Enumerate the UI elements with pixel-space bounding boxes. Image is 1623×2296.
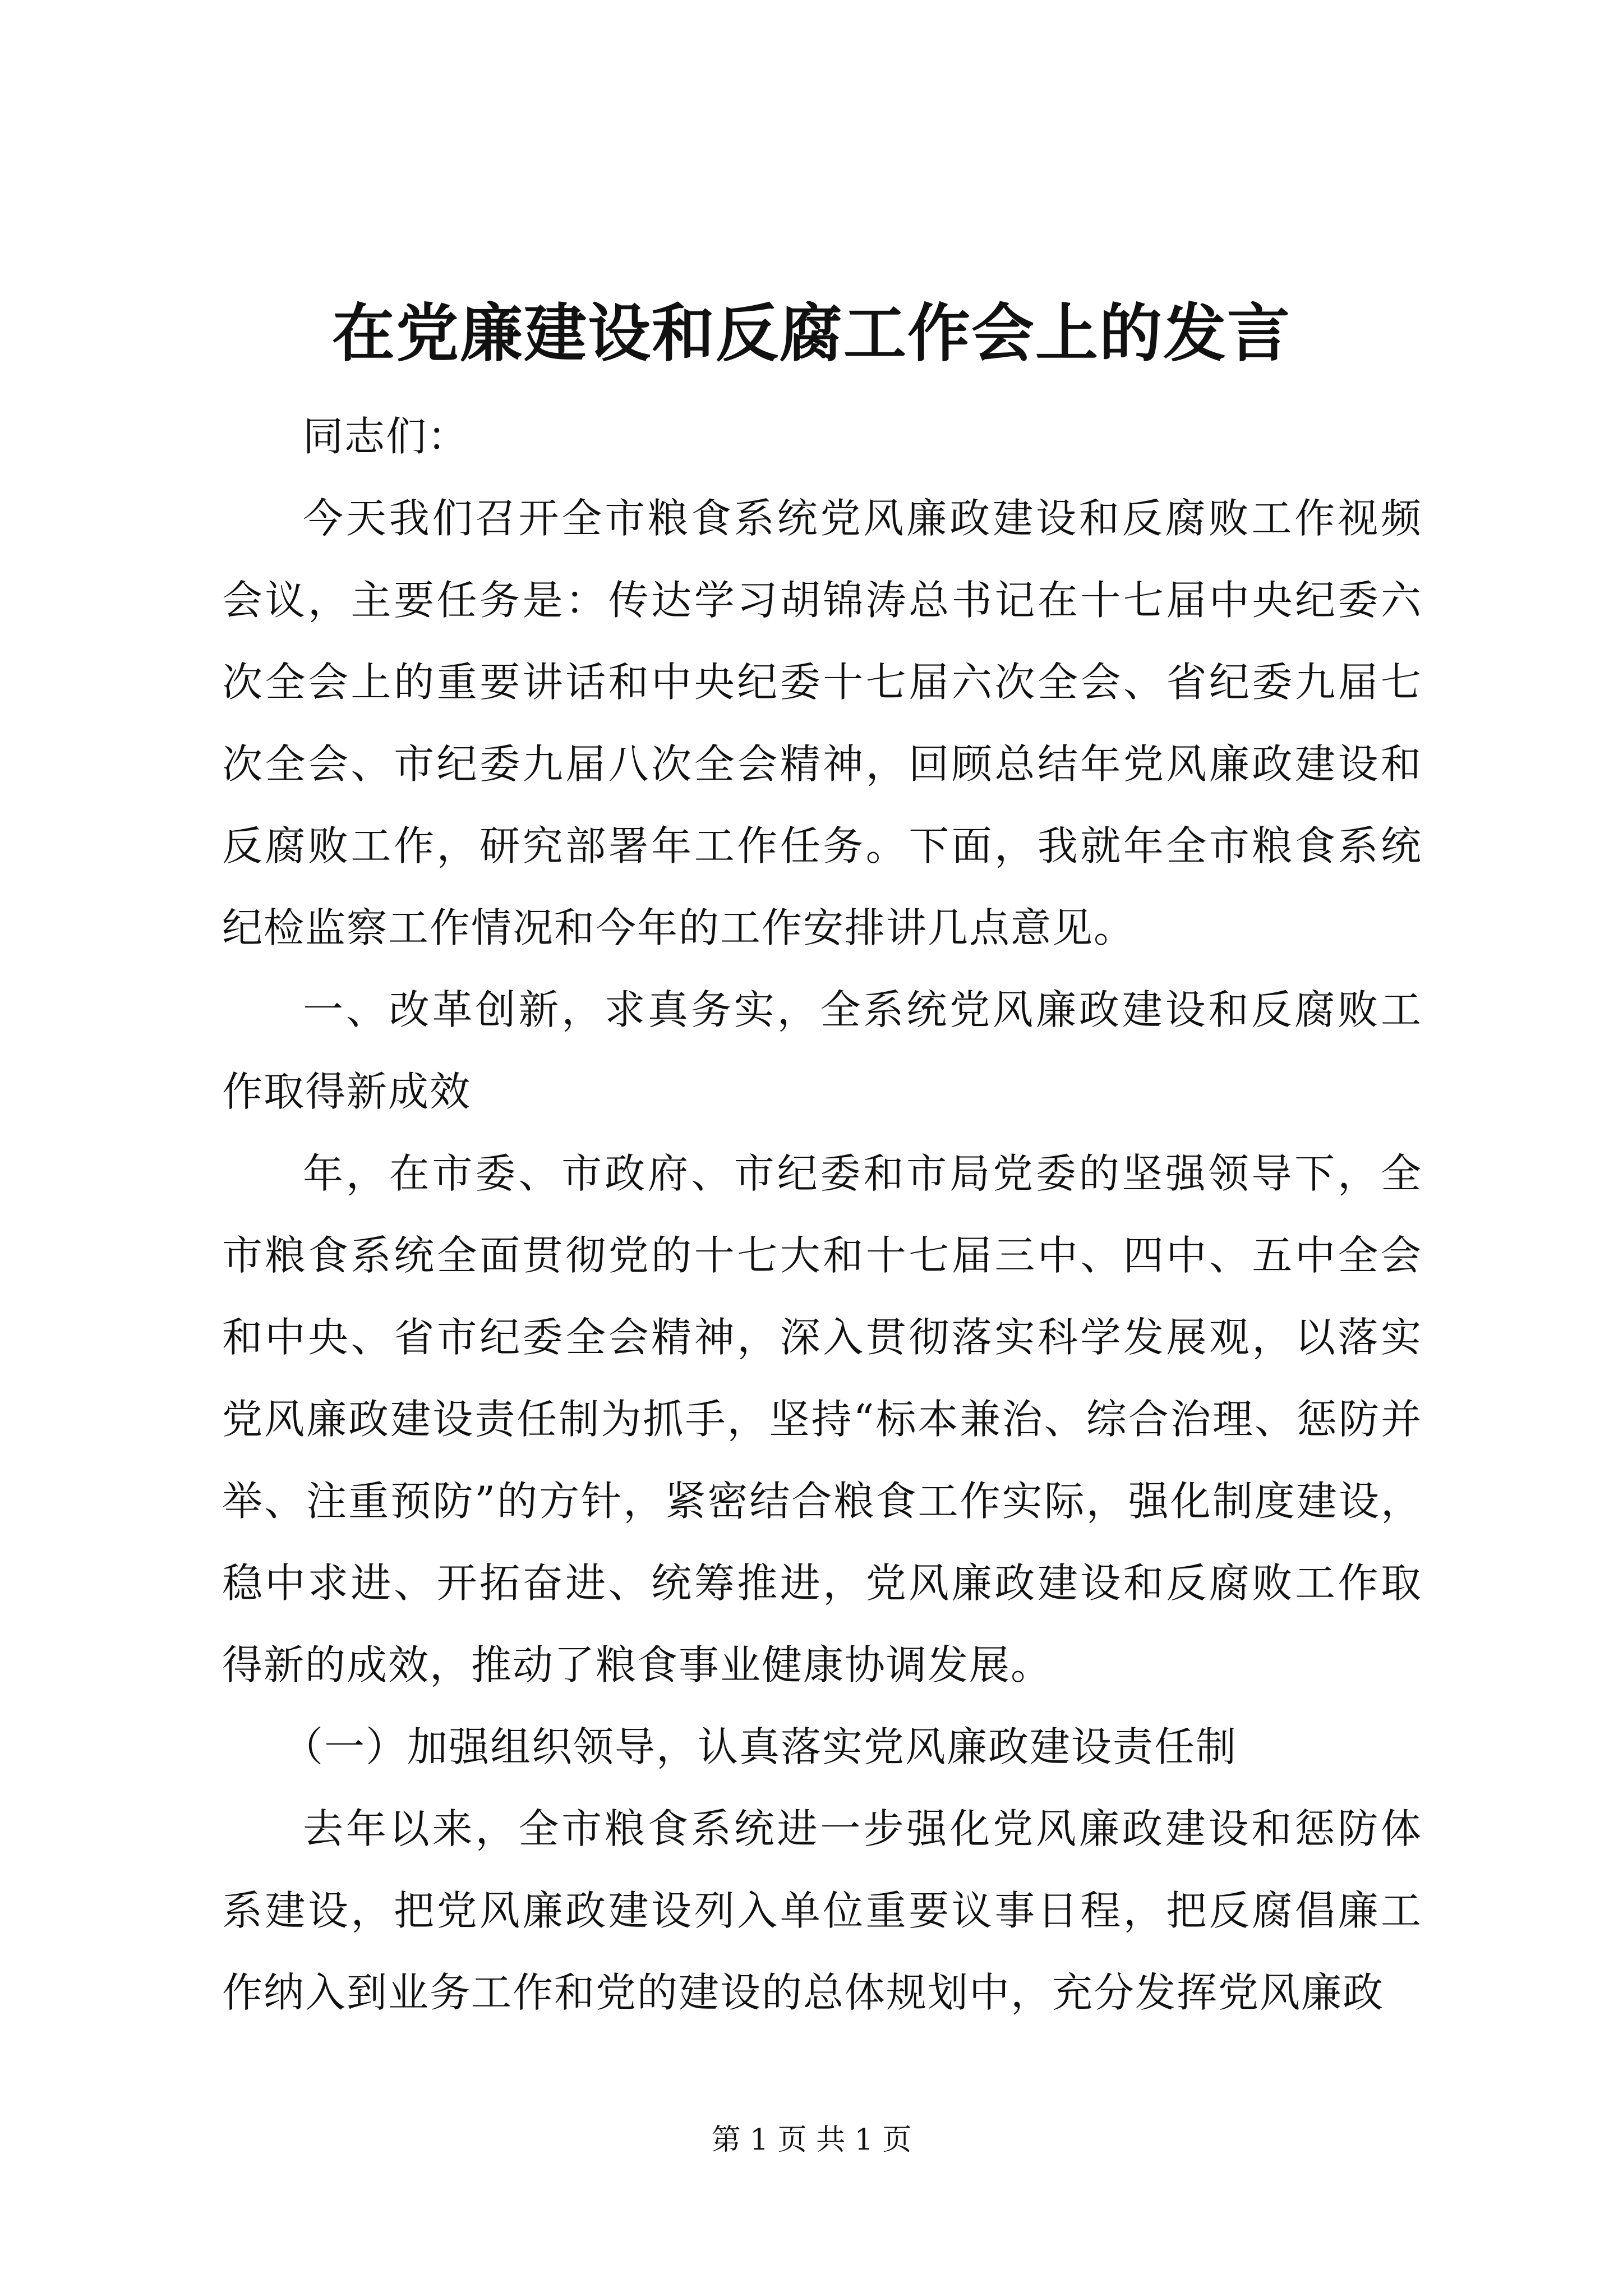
document-body: [222, 395, 1422, 2033]
document-title: 在党廉建设和反腐工作会上的发言: [332, 297, 1291, 370]
paragraph-intro: 今天我们召开全市粮食系统党风廉政建设和反腐败工作视频会议，主要任务是：传达学习胡锦涛总书记在十七届中央纪委六次全会上的重要讲话和中央纪委十七届六次全会、省纪委九届七次全会、市纪委九届八次全会精神，回顾总结年党风廉政建设和反腐败工作，研究部署年工作任务。下面，我就年全市粮食系统纪检监察工作情况和今年的工作安排讲几点意见。: [222, 495, 1422, 951]
paragraph-summary: 年，在市委、市政府、市纪委和市局党委的坚强领导下，全市粮食系统全面贯彻党的十七大和十七届三中、四中、五中全会和中央、省市纪委全会精神，深入贯彻落实科学发展观，以落实党风廉政建设责任制为抓手，坚持“标本兼治、综合治理、惩防并举、注重预防”的方针，紧密结合粮食工作实际，强化制度建设，稳中求进、开拓奋进、统筹推进，党风廉政建设和反腐败工作取得新的成效，推动了粮食事业健康协调发展。: [222, 1150, 1422, 1688]
paragraph-organization: 去年以来，全市粮食系统进一步强化党风廉政建设和惩防体系建设，把党风廉政建设列入单位重要议事日程，把反腐倡廉工作纳入到业务工作和党的建设的总体规划中，充分发挥党风廉政: [222, 1805, 1422, 2016]
salutation: 同志们：: [303, 413, 469, 460]
section-heading-1: 一、改革创新，求真务实，全系统党风廉政建设和反腐败工作取得新成效: [222, 986, 1422, 1115]
subsection-heading-1: （一）加强组织领导，认真落实党风廉政建设责任制: [283, 1723, 1238, 1770]
page-footer: 第 1 页 共 1 页: [711, 2123, 912, 2157]
